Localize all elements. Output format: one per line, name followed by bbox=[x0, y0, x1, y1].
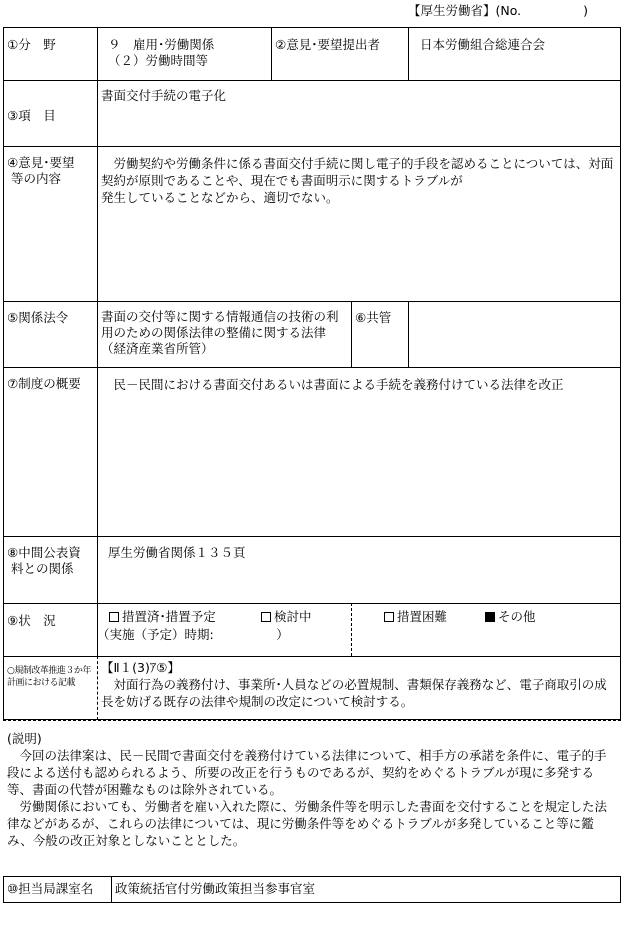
field-value bbox=[104, 33, 271, 73]
row-divider bbox=[3, 146, 621, 147]
three-year-plan-label: ○規制改革推進３か年計画における記載 bbox=[7, 666, 91, 688]
status-option-label: その他 bbox=[498, 609, 536, 624]
system-overview-value: 民－民間における書面交付あるいは書面による手続を義務付けている法律を改正 bbox=[101, 377, 564, 392]
item-value: 書面交付手続の電子化 bbox=[101, 88, 227, 103]
number-close: ) bbox=[583, 3, 589, 18]
status-option-under-review[interactable] bbox=[261, 609, 312, 625]
ministry-header bbox=[408, 3, 608, 19]
status-option-label: 措置困難 bbox=[397, 609, 448, 624]
related-law-value: 書面の交付等に関する情報通信の技術の利用のための関係法律の整備に関する法律（経済産業省所管） bbox=[101, 309, 339, 356]
field-value-line2: （２）労働時間等 bbox=[108, 53, 209, 68]
submitter-value: 日本労働組合総連合会 bbox=[420, 37, 546, 52]
explanation-title: (説明) bbox=[7, 731, 42, 746]
row-divider bbox=[3, 656, 621, 657]
three-year-plan-value: 対面行為の義務付け、事業所･人員などの必置規制、書類保存義務など、電子商取引の成長を妨げる既存の法律や規制の改定について検討する。 bbox=[101, 677, 607, 709]
row1-divider bbox=[408, 27, 409, 80]
checkbox-icon bbox=[109, 612, 119, 622]
status-option-label: 措置済･措置予定 bbox=[122, 609, 216, 624]
joint-jurisdiction-value bbox=[408, 306, 621, 314]
checkbox-icon bbox=[384, 612, 394, 622]
status-options bbox=[97, 603, 621, 656]
row-divider bbox=[3, 367, 621, 368]
request-content: 労働契約や労働条件に係る書面交付手続に関し電子的手段を認めることについては、対面契約が原則であることや、現在でも書面明示に関するトラブルが 発生していることなどから、適切でない。 bbox=[101, 156, 614, 205]
status-option-other[interactable] bbox=[485, 609, 536, 625]
schedule-text: （実施（予定）時期: ） bbox=[97, 627, 289, 642]
joint-jurisdiction-label: ⑥共管 bbox=[355, 310, 392, 325]
related-law-label: ⑤関係法令 bbox=[7, 310, 69, 325]
checkbox-checked-icon bbox=[485, 612, 495, 622]
field-label: ①分 野 bbox=[7, 37, 56, 52]
status-option-label: 検討中 bbox=[274, 609, 312, 624]
status-option-difficult[interactable] bbox=[384, 609, 447, 625]
submitter-label: ②意見･要望提出者 bbox=[275, 37, 380, 52]
row-divider bbox=[3, 301, 621, 302]
status-label: ⑨状 況 bbox=[7, 613, 56, 628]
checkbox-icon bbox=[261, 612, 271, 622]
row-divider bbox=[3, 536, 621, 537]
explanation bbox=[3, 726, 621, 853]
system-overview-label: ⑦制度の概要 bbox=[7, 376, 81, 391]
explanation-paragraph-1: 今回の法律案は、民－民間で書面交付を義務付けている法律について、相手方の承諾を条件に、電子的手段による送付も認められるよう、所要の改正を行うものであるが、契約をめぐるトラブルが現に多発する等、書面の代替が困難なものは除外されている。 bbox=[7, 748, 607, 797]
department-value: 政策統括官付労働政策担当参事官室 bbox=[115, 881, 316, 896]
three-year-plan-ref: 【Ⅱ１(3)ｱ⑤】 bbox=[101, 660, 180, 675]
interim-report-value: 厚生労働省関係１３５頁 bbox=[108, 545, 246, 560]
explanation-paragraph-2: 労働関係においても、労働者を雇い入れた際に、労働条件等を明示した書面を交付することを規定した法律などがあるが、これらの法律については、現に労働条件等をめぐるトラブルが多発していること等に鑑み、今般の改正対象としないこととした。 bbox=[7, 799, 608, 848]
interim-report-label: ⑧中間公表資 料との関係 bbox=[7, 545, 81, 576]
row-divider-dashed bbox=[3, 720, 621, 721]
department-label: ⑩担当局課室名 bbox=[7, 881, 94, 896]
request-label: ④意見･要望 等の内容 bbox=[7, 155, 75, 186]
field-value-line1: ９ 雇用･労働関係 bbox=[108, 37, 215, 52]
ministry-name: 【厚生労働省】(No. bbox=[408, 3, 522, 18]
item-label: ③項 目 bbox=[7, 108, 56, 123]
row-divider bbox=[3, 80, 621, 81]
status-option-implemented[interactable] bbox=[109, 609, 216, 625]
